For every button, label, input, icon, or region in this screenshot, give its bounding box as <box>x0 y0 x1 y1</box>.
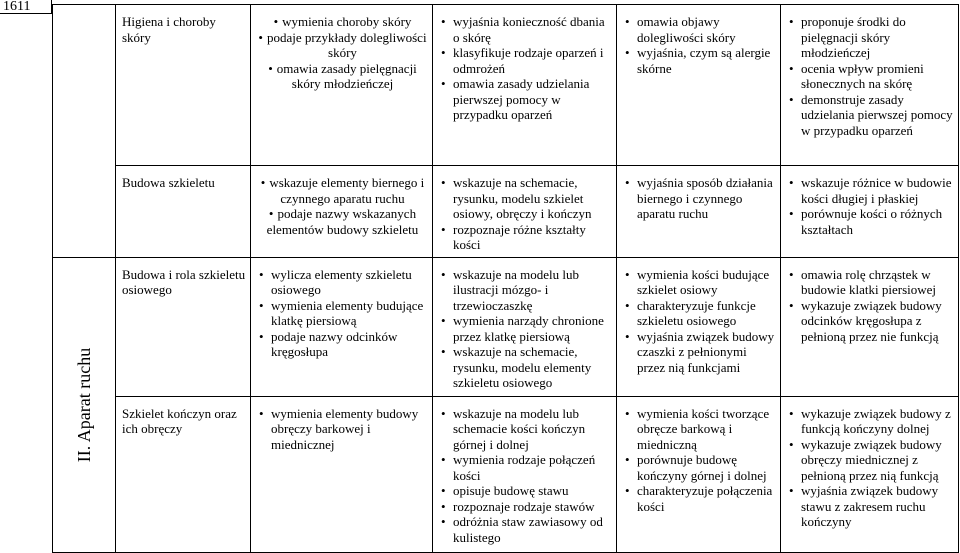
list-item: • wskazuje na modelu lub ilustracji mózgo- i trzewioczaszkę <box>439 267 612 314</box>
list-item: • porównuje budowę kończyny górnej i dolnej <box>623 452 776 483</box>
requirement-cell <box>251 5 433 166</box>
list-item: • wskazuje na schemacie, rysunku, modelu szkielet osiowy, obręczy i kończyn <box>439 175 612 222</box>
list-item: • wymienia kości tworzące obręcze barkową i miedniczną <box>623 406 776 453</box>
list-item: • charakteryzuje funkcje szkieletu osiowego <box>623 298 776 329</box>
section-label: II. Aparat ruchu <box>74 347 94 462</box>
topic-cell <box>116 257 251 396</box>
requirement-cell <box>433 257 617 396</box>
curriculum-table <box>52 4 959 553</box>
requirement-cell <box>617 396 781 552</box>
table-row <box>53 396 959 552</box>
list-item: • rozpoznaje rodzaje stawów <box>439 499 612 515</box>
topic-label: Szkielet kończyn oraz ich obręczy <box>122 405 237 436</box>
list-item: • rozpoznaje różne kształty kości <box>439 222 612 253</box>
list-item: • wykazuje związek budowy obręczy miednicznej z pełnioną przez nią funkcją <box>787 437 954 484</box>
list-item: • wylicza elementy szkieletu osiowego <box>257 267 428 298</box>
list-item: • ocenia wpływ promieni słonecznych na skórę <box>787 61 954 92</box>
requirement-cell <box>433 396 617 552</box>
topic-cell <box>116 5 251 166</box>
requirement-cell <box>251 257 433 396</box>
list-item: • wykazuje związek budowy z funkcją kończyny dolnej <box>787 406 954 437</box>
list-item: • proponuje środki do pielęgnacji skóry młodzieńczej <box>787 14 954 61</box>
requirement-cell <box>617 166 781 258</box>
topic-label: Budowa szkieletu <box>122 175 215 190</box>
topic-cell <box>116 166 251 258</box>
requirement-cell <box>251 166 433 258</box>
table-row <box>53 257 959 396</box>
section-cell <box>53 257 116 552</box>
requirement-cell <box>781 396 959 552</box>
list-item: • wskazuje różnice w budowie kości długiej i płaskiej <box>787 175 954 206</box>
list-item: • opisuje budowę stawu <box>439 483 612 499</box>
list-item: • wyjaśnia sposób działania biernego i czynnego aparatu ruchu <box>623 175 776 222</box>
list-item: • wyjaśnia związek budowy stawu z zakresem ruchu kończyny <box>787 483 954 530</box>
list-item: • odróżnia staw zawiasowy od kulistego <box>439 514 612 545</box>
list-item: • omawia zasady pielęgnacji skóry młodzieńczej <box>257 61 428 92</box>
list-item: • wskazuje na modelu lub schemacie kości kończyn górnej i dolnej <box>439 406 612 453</box>
list-item: • omawia rolę chrząstek w budowie klatki piersiowej <box>787 267 954 298</box>
list-item: • wymienia rodzaje połączeń kości <box>439 452 612 483</box>
page-number: 1611 <box>0 0 52 14</box>
topic-cell <box>116 396 251 552</box>
list-item: • podaje nazwy odcinków kręgosłupa <box>257 329 428 360</box>
list-item: • charakteryzuje połączenia kości <box>623 483 776 514</box>
topic-label: Higiena i choroby skóry <box>122 14 216 45</box>
list-item: • wyjaśnia związek budowy czaszki z pełnionymi przez nią funkcjami <box>623 329 776 376</box>
list-item: • klasyfikuje rodzaje oparzeń i odmrożeń <box>439 45 612 76</box>
requirement-cell <box>781 5 959 166</box>
list-item: • omawia objawy dolegliwości skóry <box>623 14 776 45</box>
requirement-cell <box>433 166 617 258</box>
requirement-cell <box>617 257 781 396</box>
list-item: • wyjaśnia, czym są alergie skórne <box>623 45 776 76</box>
list-item: • podaje nazwy wskazanych elementów budowy szkieletu <box>257 206 428 237</box>
list-item: • wykazuje związek budowy odcinków kręgosłupa z pełnioną przez nie funkcją <box>787 298 954 345</box>
list-item: • podaje przykłady dolegliwości skóry <box>257 30 428 61</box>
list-item: • wymienia narządy chronione przez klatkę piersiową <box>439 313 612 344</box>
section-cell-empty <box>53 5 116 166</box>
list-item: • demonstruje zasady udzielania pierwszej pomocy w przypadku oparzeń <box>787 92 954 139</box>
topic-label: Budowa i rola szkieletu osiowego <box>122 266 246 297</box>
section-cell-empty <box>53 166 116 258</box>
list-item: • wymienia elementy budujące klatkę piersiową <box>257 298 428 329</box>
list-item: • wymienia choroby skóry <box>257 14 428 30</box>
list-item: • wyjaśnia konieczność dbania o skórę <box>439 14 612 45</box>
table-row <box>53 5 959 166</box>
list-item: • omawia zasady udzielania pierwszej pomocy w przypadku oparzeń <box>439 76 612 123</box>
table-row <box>53 166 959 258</box>
list-item: • porównuje kości o różnych kształtach <box>787 206 954 237</box>
list-item: • wymienia elementy budowy obręczy barkowej i miednicznej <box>257 406 428 453</box>
requirement-cell <box>781 257 959 396</box>
list-item: • wskazuje na schemacie, rysunku, modelu elementy szkieletu osiowego <box>439 344 612 391</box>
requirement-cell <box>617 5 781 166</box>
requirement-cell <box>781 166 959 258</box>
requirement-cell <box>251 396 433 552</box>
list-item: • wskazuje elementy biernego i czynnego aparatu ruchu <box>257 175 428 206</box>
list-item: • wymienia kości budujące szkielet osiowy <box>623 267 776 298</box>
requirement-cell <box>433 5 617 166</box>
